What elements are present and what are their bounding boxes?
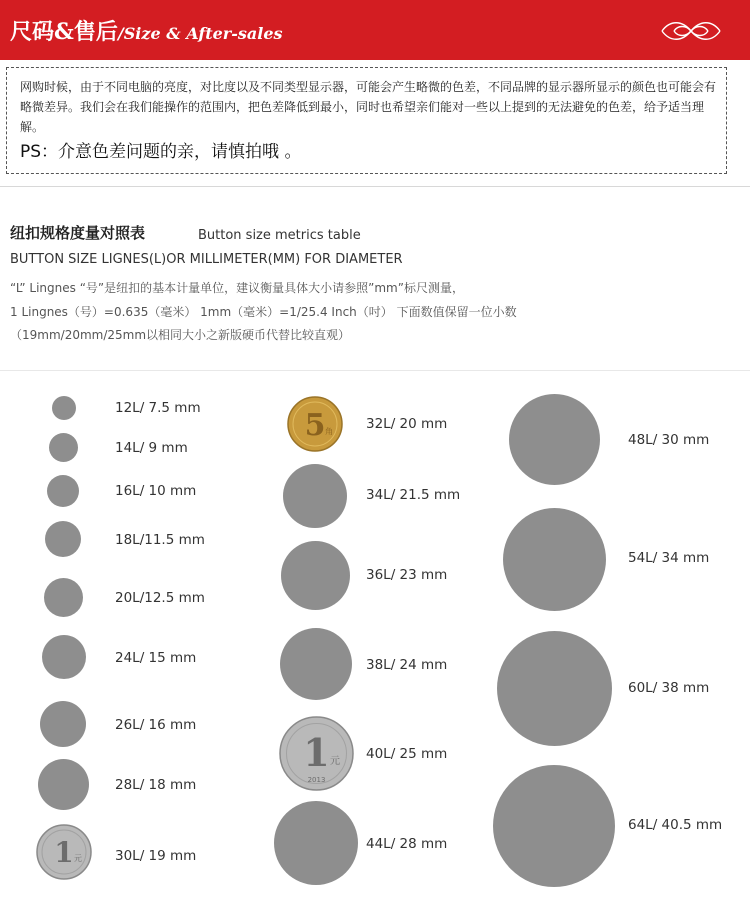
metrics-line-2: “L” Lingnes “号”是纽扣的基本计量单位，建议衡量具体大小请参照”mm”标尺测量， [10,281,464,295]
button-circle-20l [44,578,83,617]
size-label-28l: 28L/ 18 mm [115,777,197,793]
metrics-title-cn: 纽扣规格度量对照表 [10,224,146,242]
button-circle-24l [42,635,86,679]
size-label-14l: 14L/ 9 mm [115,440,188,456]
coin-digit: 5 [304,408,326,443]
metrics-line-4: （19mm/20mm/25mm以相同大小之新版硬币代替比较直观） [10,328,351,342]
size-label-40l: 40L/ 25 mm [366,746,448,762]
notice-box [6,67,727,174]
notice-ps: PS：介意色差问题的亲，请慎拍哦 。 [20,142,302,162]
notice-text: 网购时候，由于不同电脑的亮度，对比度以及不同类型显示器，可能会产生略微的色差，不同品牌的显示器所显示的颜色也可能会有略微差异。我们会在我们能操作的范围内，把色差降低到最小，同时也希望亲们能对一些以上提到的无法避免的色差，给予适当理解。 [20,80,717,134]
button-circle-38l [280,628,352,700]
flourish-ornament-icon [660,18,722,44]
coin-char: 元 [74,854,82,863]
one-yuan-coin-icon [36,824,92,880]
size-label-30l: 30L/ 19 mm [115,848,197,864]
size-label-26l: 26L/ 16 mm [115,717,197,733]
header-title-en: /Size & After-sales [117,24,283,43]
size-label-54l: 54L/ 34 mm [628,550,710,566]
size-label-34l: 34L/ 21.5 mm [366,487,461,503]
button-circle-34l [283,464,347,528]
metrics-line-3: 1 Lingnes（号）=0.635（毫米） 1mm（毫米）=1/25.4 Inch（吋） 下面数值保留一位小数 [10,305,517,319]
button-circle-36l [281,541,350,610]
size-label-24l: 24L/ 15 mm [115,650,197,666]
button-circle-60l [497,631,612,746]
button-circle-18l [45,521,81,557]
size-label-38l: 38L/ 24 mm [366,657,448,673]
metrics-title-en: Button size metrics table [198,228,361,243]
coin-digit: 1 [303,730,330,775]
button-circle-14l [49,433,78,462]
divider [0,186,750,187]
button-circle-54l [503,508,606,611]
size-label-44l: 44L/ 28 mm [366,836,448,852]
header-title [10,15,283,49]
coin-year: 2013 [307,776,326,784]
button-circle-44l [274,801,358,885]
coin-char: 元 [330,756,340,767]
size-label-18l: 18L/11.5 mm [115,532,205,548]
header-title-cn: 尺码&售后 [10,19,118,45]
one-yuan-coin-icon [279,716,354,791]
button-circle-28l [38,759,89,810]
size-label-16l: 16L/ 10 mm [115,483,197,499]
size-label-12l: 12L/ 7.5 mm [115,400,201,416]
button-circle-16l [47,475,79,507]
coin-digit: 1 [54,836,74,869]
divider [0,370,750,371]
button-circle-12l [52,396,76,420]
button-circle-64l [493,765,615,887]
size-label-60l: 60L/ 38 mm [628,680,710,696]
size-label-48l: 48L/ 30 mm [628,432,710,448]
size-label-32l: 32L/ 20 mm [366,416,448,432]
five-jiao-coin-icon [287,396,343,452]
header-banner [0,0,750,60]
metrics-line-1: BUTTON SIZE LIGNES(L)OR MILLIMETER(MM) FOR DIAMETER [10,252,403,267]
size-label-36l: 36L/ 23 mm [366,567,448,583]
size-label-64l: 64L/ 40.5 mm [628,817,723,833]
button-circle-26l [40,701,86,747]
coin-char: 角 [325,427,333,436]
size-label-20l: 20L/12.5 mm [115,590,205,606]
button-circle-48l [509,394,600,485]
